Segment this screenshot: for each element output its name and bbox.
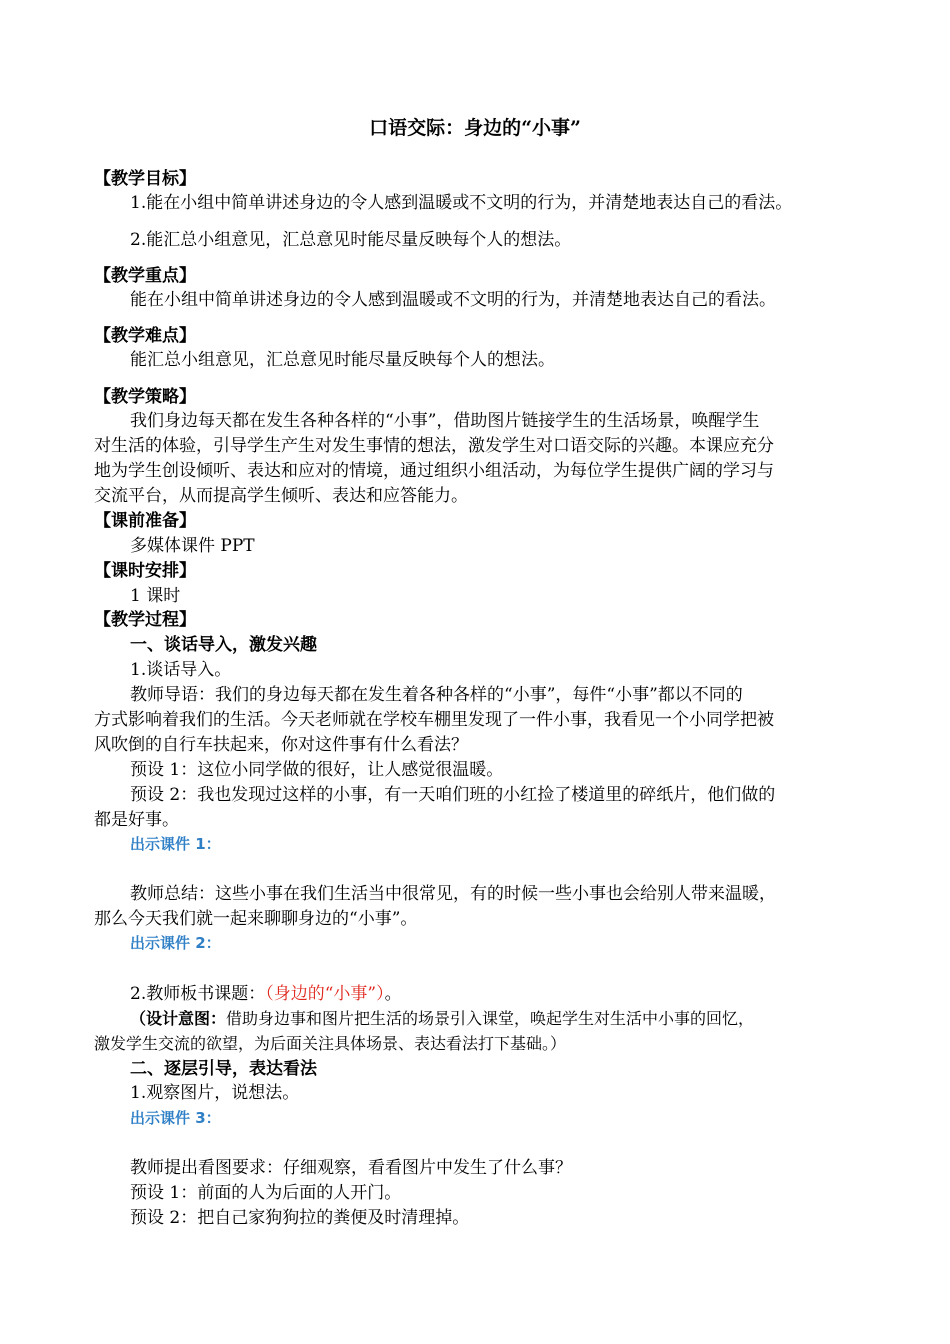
part-2-item-1: 1.观察图片，说想法。 (130, 1083, 300, 1103)
strategy-line-4: 交流平台，从而提高学生倾听、表达和应答能力。 (94, 486, 468, 506)
board-title-label: 2.教师板书课题： (130, 984, 266, 1004)
show-courseware-3: 出示课件 3： (130, 1109, 221, 1127)
part-2-preset-1: 预设 1：前面的人为后面的人开门。 (130, 1183, 402, 1203)
teacher-intro-line-2: 方式影响着我们的生活。今天老师就在学校车棚里发现了一件小事，我看见一个小同学把被 (94, 710, 774, 730)
heading-difficulties: 【教学难点】 (94, 326, 196, 346)
show-courseware-1: 出示课件 1： (130, 835, 221, 853)
part-1-heading: 一、谈话导入，激发兴趣 (130, 635, 317, 655)
observation-requirement: 教师提出看图要求：仔细观察，看看图片中发生了什么事？ (130, 1158, 572, 1178)
design-intent-line-2: 激发学生交流的欲望，为后面关注具体场景、表达看法打下基础。） (94, 1034, 567, 1053)
heading-strategy: 【教学策略】 (94, 387, 196, 407)
goal-1: 1.能在小组中简单讲述身边的令人感到温暖或不文明的行为，并清楚地表达自己的看法。 (130, 193, 793, 213)
preset-1: 预设 1：这位小同学做的很好，让人感觉很温暖。 (130, 760, 504, 780)
heading-teaching-goals: 【教学目标】 (94, 169, 196, 189)
board-title-line (130, 982, 402, 1006)
heading-schedule: 【课时安排】 (94, 561, 196, 581)
board-title-red: （身边的“小事”） (265, 984, 385, 1004)
preparation-text: 多媒体课件 PPT (130, 536, 255, 556)
part-1-item-1: 1.谈话导入。 (130, 660, 232, 680)
key-points-text: 能在小组中简单讲述身边的令人感到温暖或不文明的行为，并清楚地表达自己的看法。 (130, 290, 776, 310)
schedule-text: 1 课时 (130, 586, 181, 606)
design-intent-line-1 (130, 1007, 754, 1031)
strategy-line-2: 对生活的体验，引导学生产生对发生事情的想法，激发学生对口语交际的兴趣。本课应充分 (94, 436, 774, 456)
heading-preparation: 【课前准备】 (94, 511, 196, 531)
board-title-end: 。 (384, 984, 402, 1004)
strategy-line-1: 我们身边每天都在发生各种各样的“小事”，借助图片链接学生的生活场景，唤醒学生 (130, 411, 760, 431)
design-intent-label: （设计意图： (130, 1009, 227, 1028)
goal-2: 2.能汇总小组意见，汇总意见时能尽量反映每个人的想法。 (130, 230, 572, 250)
show-courseware-2: 出示课件 2： (130, 934, 221, 952)
difficulties-text: 能汇总小组意见，汇总意见时能尽量反映每个人的想法。 (130, 350, 555, 370)
strategy-line-3: 地为学生创设倾听、表达和应对的情境，通过组织小组活动，为每位学生提供广阔的学习与 (94, 461, 774, 481)
page-title: 口语交际：身边的“小事” (369, 117, 581, 139)
teacher-intro-line-1: 教师导语：我们的身边每天都在发生着各种各样的“小事”，每件“小事”都以不同的 (130, 685, 743, 705)
design-intent-text-1: 借助身边事和图片把生活的场景引入课堂，唤起学生对生活中小事的回忆， (226, 1009, 755, 1028)
heading-process: 【教学过程】 (94, 610, 196, 630)
preset-2-line-1: 预设 2：我也发现过这样的小事，有一天咱们班的小红捡了楼道里的碎纸片，他们做的 (130, 785, 776, 805)
heading-key-points: 【教学重点】 (94, 266, 196, 286)
teacher-intro-line-3: 风吹倒的自行车扶起来，你对这件事有什么看法？ (94, 735, 468, 755)
part-2-heading: 二、逐层引导，表达看法 (130, 1059, 317, 1079)
part-2-preset-2: 预设 2：把自己家狗狗拉的粪便及时清理掉。 (130, 1208, 470, 1228)
preset-2-line-2: 都是好事。 (94, 810, 179, 830)
teacher-summary-line-1: 教师总结：这些小事在我们生活当中很常见，有的时候一些小事也会给别人带来温暖， (130, 884, 776, 904)
teacher-summary-line-2: 那么今天我们就一起来聊聊身边的“小事”。 (94, 909, 418, 929)
